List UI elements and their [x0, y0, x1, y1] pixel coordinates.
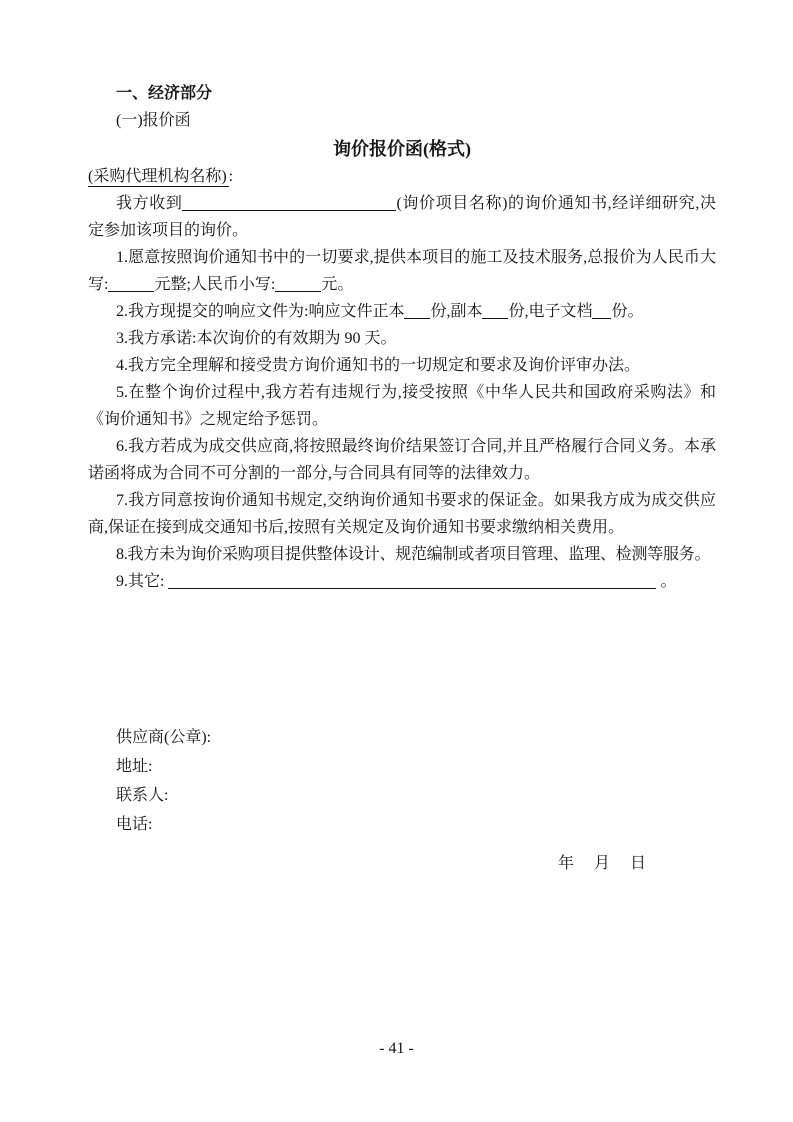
phone-label: 电话: — [116, 816, 153, 833]
list-item-4: 4.我方完全理解和接受贵方询价通知书的一切规定和要求及询价评审办法。 — [116, 357, 641, 374]
agency-colon: : — [228, 168, 234, 185]
intro-text-pre: 我方收到 — [116, 195, 183, 212]
item2-text-mid2: 份,电子文档 — [508, 303, 593, 320]
signature-block — [116, 723, 716, 839]
page-number: - 41 - — [379, 1040, 414, 1057]
item1-text-pre: 1.愿意按照询价通知书中的一切要求,提供本项目的施工及技术服务,总报价为人民币大写: — [88, 249, 716, 293]
date-line: 年 月 日 — [558, 855, 647, 872]
document-content — [88, 80, 716, 877]
item9-text-pre: 9.其它: — [116, 573, 165, 590]
agency-name-line — [88, 163, 716, 190]
address-label: 地址: — [116, 758, 153, 775]
supplier-seal-label: 供应商(公章): — [116, 729, 212, 746]
electronic-copies-blank-line — [592, 306, 611, 319]
agency-name-underlined: (采购代理机构名称) — [88, 168, 227, 185]
item2-text-pre: 2.我方现提交的响应文件为:响应文件正本 — [116, 303, 405, 320]
list-item-3: 3.我方承诺:本次询价的有效期为 90 天。 — [116, 330, 397, 347]
duplicate-copies-blank-line — [482, 306, 508, 319]
other-blank-line — [168, 576, 656, 589]
section-heading: 一、经济部分 — [116, 85, 213, 102]
list-item-8: 8.我方未为询价采购项目提供整体设计、规范编制或者项目管理、监理、检测等服务。 — [116, 546, 711, 563]
list-item-2 — [88, 298, 716, 325]
sub-heading: (一)报价函 — [116, 112, 191, 129]
list-item-1 — [88, 244, 716, 298]
item2-text-post: 份。 — [611, 303, 644, 320]
document-title: 询价报价函(格式) — [333, 139, 471, 159]
list-item-9 — [88, 568, 716, 595]
amount-figures-blank-line — [275, 279, 321, 292]
amount-words-blank-line — [108, 279, 154, 292]
list-item-6: 6.我方若成为成交供应商,将按照最终询价结果签订合同,并且严格履行合同义务。本承诺函将成为合同不可分割的一部分,与合同具有同等的法律效力。 — [88, 438, 716, 482]
item9-text-post: 。 — [660, 573, 677, 590]
list-item-5: 5.在整个询价过程中,我方若有违规行为,接受按照《中华人民共和国政府采购法》和《询价通知书》之规定给予惩罚。 — [88, 384, 716, 428]
item1-text-mid: 元整;人民币小写: — [154, 276, 276, 293]
original-copies-blank-line — [404, 306, 430, 319]
item1-text-post: 元。 — [321, 276, 354, 293]
list-item-7: 7.我方同意按询价通知书规定,交纳询价通知书要求的保证金。如果我方成为成交供应商,保证在接到成交通知书后,按照有关规定及询价通知书要求缴纳相关费用。 — [88, 492, 716, 536]
intro-text-post: (询价项目名称)的询价通知书,经详细研究,决定参加该项目的询价。 — [88, 195, 716, 239]
project-name-blank-line — [182, 198, 396, 211]
intro-paragraph — [88, 190, 716, 244]
contact-person-label: 联系人: — [116, 787, 169, 804]
item2-text-mid1: 份,副本 — [430, 303, 483, 320]
